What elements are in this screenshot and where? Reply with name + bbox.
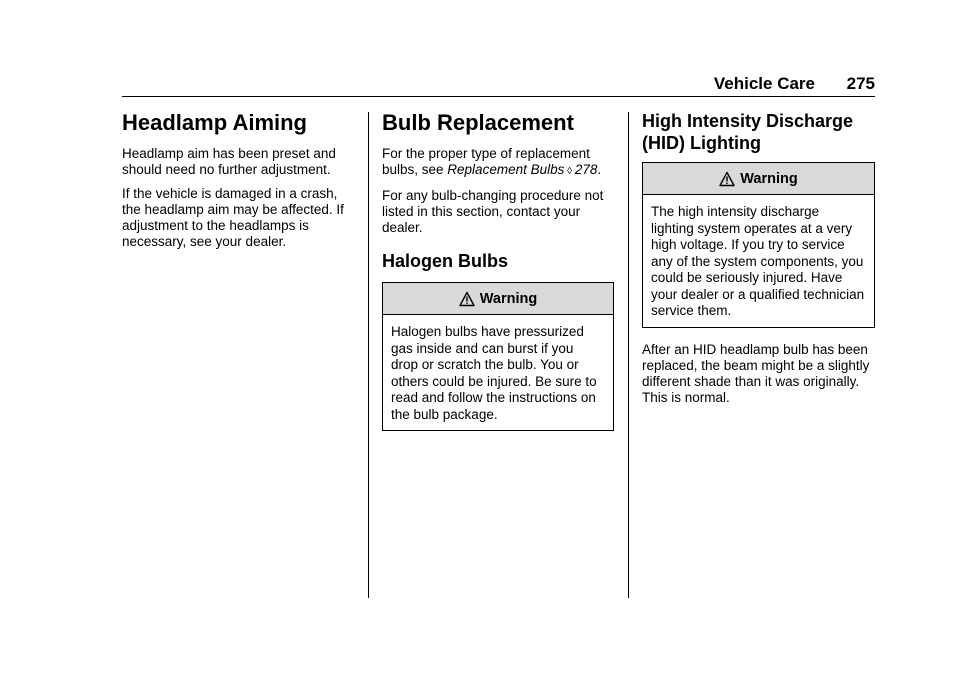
- column-hid-lighting: [642, 108, 875, 414]
- heading-hid-lighting: High Intensity Discharge (HID) Lighting: [642, 111, 854, 153]
- warning-triangle-icon: [459, 291, 475, 307]
- text-period: .: [597, 162, 602, 177]
- paragraph-beam-shade: After an HID headlamp bulb has been replaced, the beam might be a slightly different shade than it was originally. This is normal.: [642, 341, 870, 405]
- warning-label: Warning: [740, 170, 798, 187]
- section-title: Vehicle Care: [713, 74, 815, 93]
- link-replacement-bulbs[interactable]: Replacement Bulbs: [447, 162, 565, 177]
- column-divider-1: [368, 112, 369, 598]
- heading-bulb-replacement: Bulb Replacement: [382, 110, 574, 135]
- text-bulb-type: For the proper type of replacement bulbs, see: [382, 146, 590, 177]
- page-number: 275: [846, 74, 875, 93]
- paragraph-crash-damage: If the vehicle is damaged in a crash, the headlamp aim may be affected. If adjustment to the headlamps is necessary, see your dealer.: [122, 186, 344, 249]
- heading-headlamp-aiming: Headlamp Aiming: [122, 110, 307, 135]
- warning-box-hid: [642, 162, 875, 328]
- paragraph-bulb-type: [382, 146, 614, 180]
- warning-label: Warning: [479, 290, 538, 307]
- column-divider-2: [628, 112, 629, 598]
- warning-header: [383, 283, 613, 315]
- warning-text: Halogen bulbs have pressurized gas inside and can burst if you drop or scratch the bulb. You or others could be injured. Be sure to read and follow the instructions on the bulb package.: [391, 324, 597, 422]
- column-headlamp-aiming: [122, 108, 356, 258]
- warning-text: The high intensity discharge lighting system operates at a very high voltage. If you try to service any of the system components, you could be seriously injured. Have your dealer or a qualified technician service them.: [651, 204, 865, 318]
- column-bulb-replacement: [382, 108, 614, 445]
- warning-header: [643, 163, 874, 195]
- heading-halogen-bulbs: Halogen Bulbs: [382, 251, 509, 271]
- warning-box-halogen: [382, 282, 614, 431]
- page-header: [122, 74, 875, 97]
- paragraph-contact-dealer: For any bulb-changing procedure not listed in this section, contact your dealer.: [382, 188, 604, 235]
- link-page-number[interactable]: 278: [574, 162, 598, 177]
- warning-triangle-icon: [719, 171, 735, 187]
- cross-reference-arrow-icon: ◊: [564, 166, 575, 177]
- paragraph-aim-preset: Headlamp aim has been preset and should need no further adjustment.: [122, 146, 336, 177]
